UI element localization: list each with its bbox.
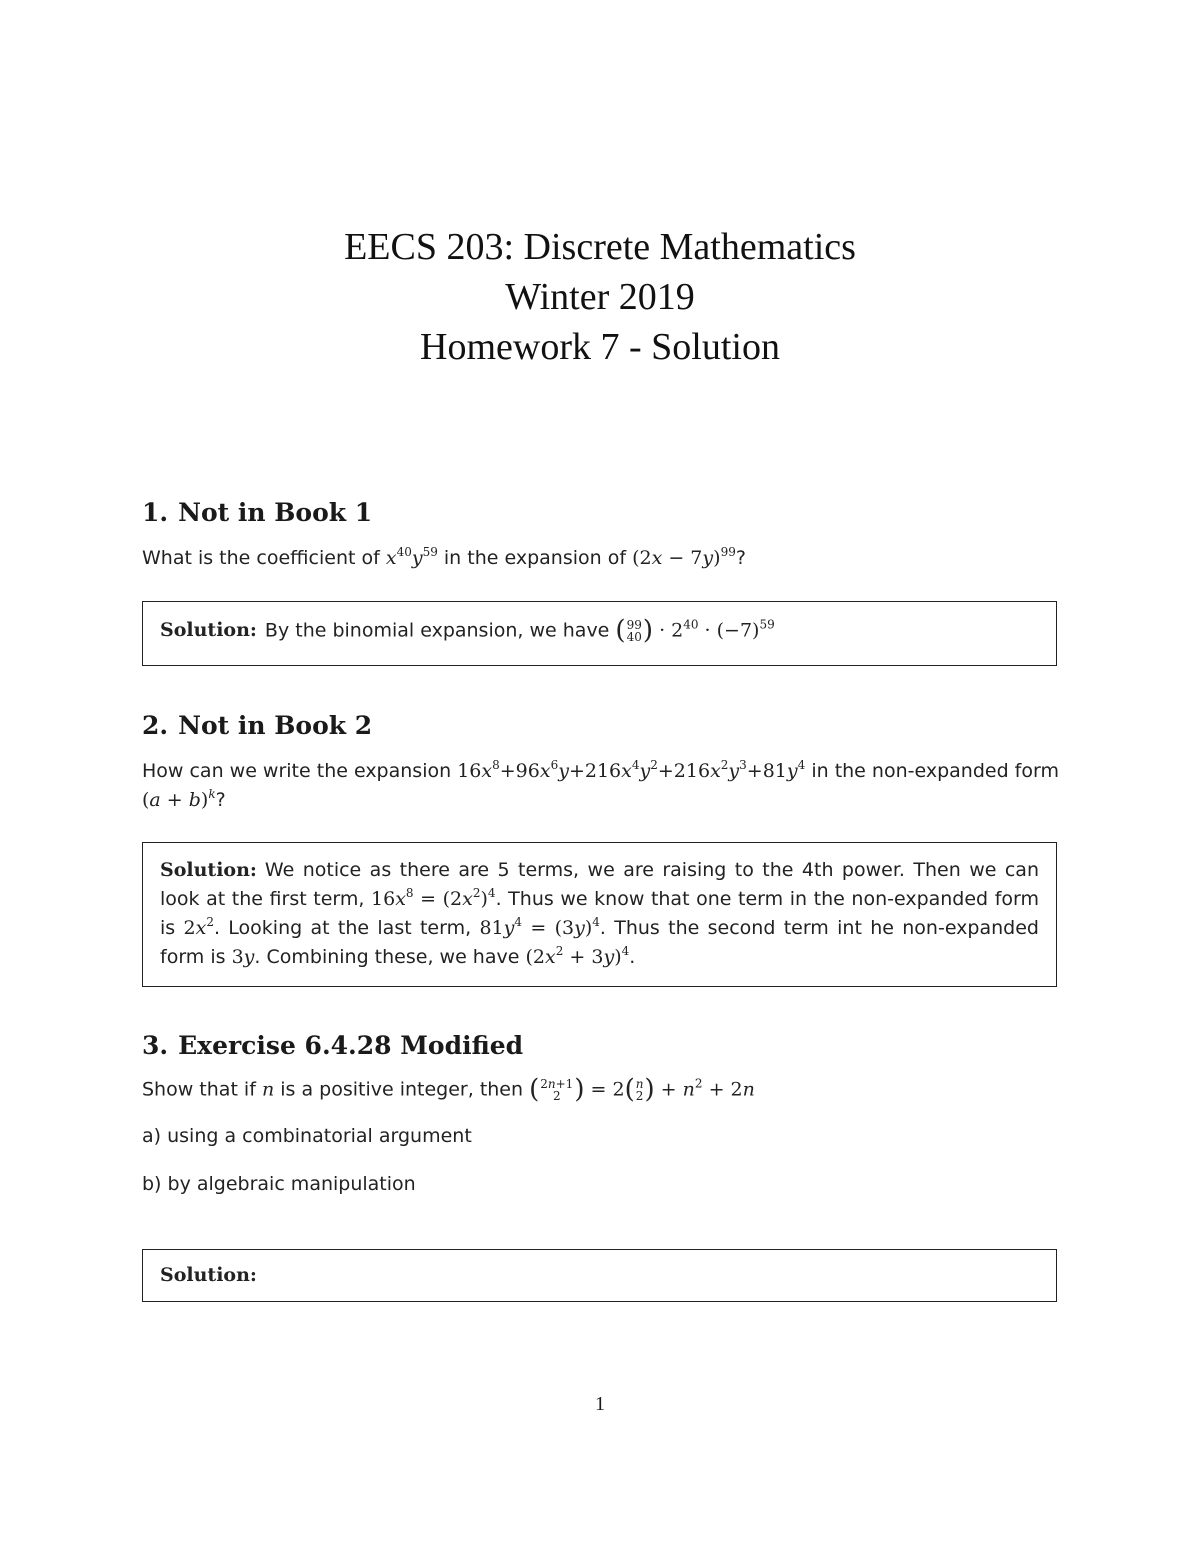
section-3-part-b: b) by algebraic manipulation (142, 1172, 416, 1195)
solution-label: Solution: (160, 1264, 257, 1286)
section-3-solution (160, 1261, 1039, 1290)
document-title (0, 222, 1200, 372)
section-2-solution: Solution: We notice as there are 5 terms, we are raising to the 4th power. Then we can look at the first term, $16x^8 = (2x^2)^4$. Thus we know that one term in the non-expanded form is $2x^2$. Looking at the last term, $81y^4 = (3y)^4$. Thus the second term int he non-expanded form is 3y. Combining these, we have $(2x^2 + 3y)^4$. (160, 859, 1039, 968)
section-1-solution-box (142, 601, 1057, 666)
binomial-coefficient: ( 99 40 ) (615, 615, 654, 646)
section-number: 2. (142, 711, 169, 740)
section-1-heading (142, 496, 1059, 530)
binomial-coefficient: ( n 2 ) (624, 1074, 655, 1105)
section-title: Not in Book 2 (178, 711, 373, 740)
section-3-solution-box (142, 1249, 1057, 1302)
solution-label: Solution: (160, 619, 257, 642)
section-number: 3. (142, 1031, 169, 1060)
binomial-coefficient: ( 2n+1 2 ) (529, 1074, 585, 1105)
section-1 (142, 496, 1059, 573)
section-3 (142, 1029, 1059, 1199)
section-2-solution-box (142, 842, 1057, 987)
page-number: 1 (595, 1393, 605, 1415)
section-2 (142, 709, 1059, 815)
section-3-heading (142, 1029, 1059, 1063)
section-1-solution: Solution: By the binomial expansion, we have ( 99 40 ) · $2^{40} \cdot (-7)^{59}$ (160, 615, 775, 646)
course-title: EECS 203: Discrete Mathematics (344, 226, 856, 268)
solution-label: Solution: (160, 859, 257, 881)
section-number: 1. (142, 498, 169, 527)
section-2-heading (142, 709, 1059, 743)
section-3-part-a: a) using a combinatorial argument (142, 1124, 472, 1147)
section-title: Not in Book 1 (178, 498, 373, 527)
section-3-question: Show that if n is a positive integer, then ( 2n+1 2 ) = 2( n 2 ) + $n^2 + 2n$ (142, 1074, 755, 1105)
assignment-title: Homework 7 - Solution (420, 326, 780, 368)
section-2-question: How can we write the expansion $16x^8+96x^6y+216x^4y^2+216x^2y^3+81y^4$ in the non-expanded form $(a + b)^k$? (142, 758, 1059, 811)
section-1-question: What is the coefficient of $x^{40}y^{59}$ in the expansion of $(2x - 7y)^{99}$? (142, 545, 746, 569)
term-title: Winter 2019 (505, 276, 695, 318)
section-title: Exercise 6.4.28 Modified (178, 1031, 524, 1060)
